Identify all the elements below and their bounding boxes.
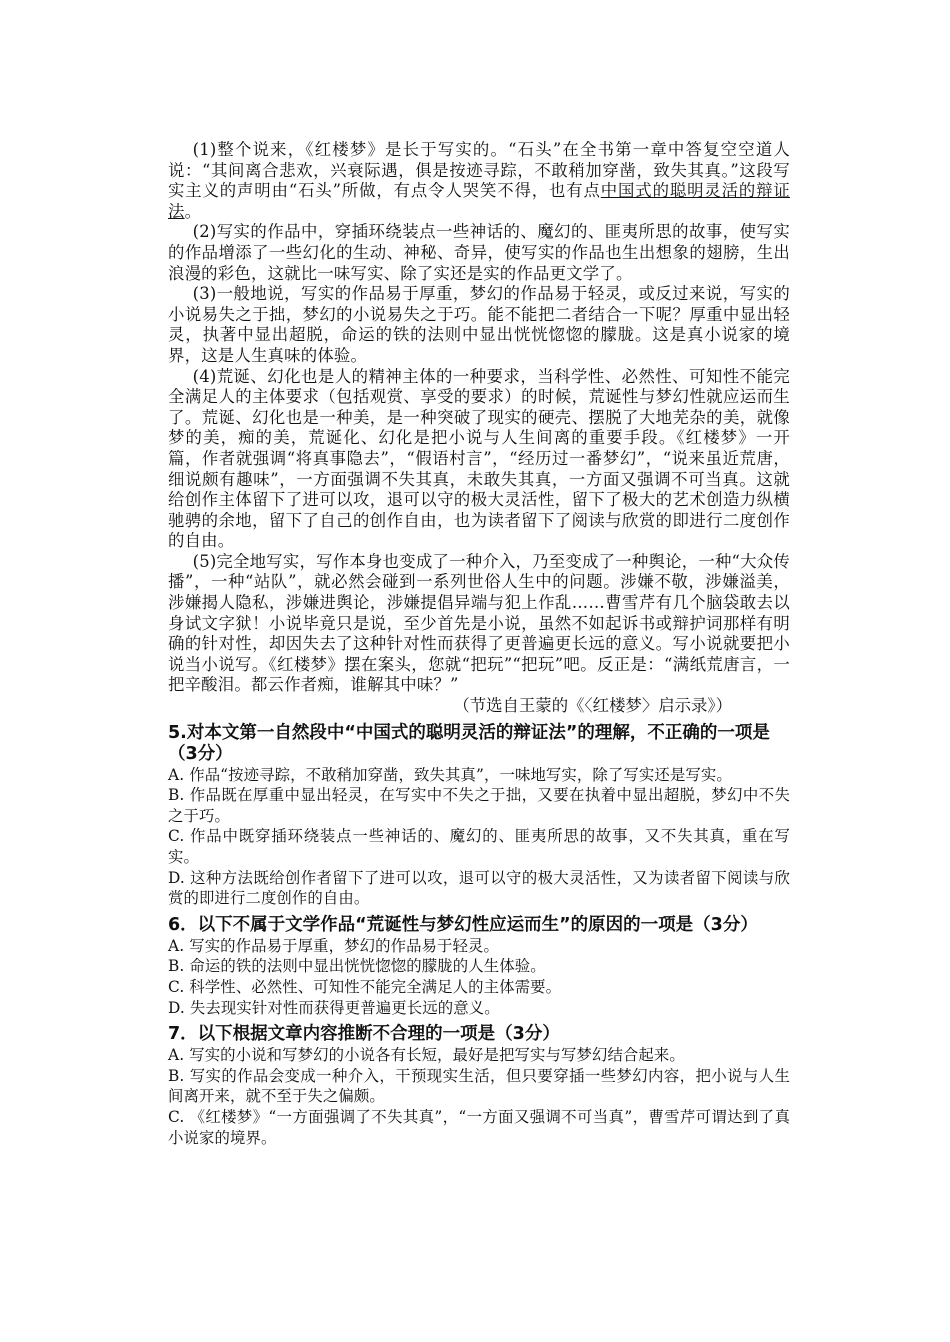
option-a: A. 作品“按迹寻踪，不敢稍加穿凿，致失其真”，一味地写实，除了写实还是写实。 [168, 765, 732, 784]
question-stem: 7．以下根据文章内容推断不合理的一项是（3分） [168, 1024, 560, 1045]
paragraph-3: (3)一般地说，写实的作品易于厚重，梦幻的作品易于轻灵，或反过来说，写实的小说易失之于拙，梦幻的小说易失之于巧。能不能把二者结合一下呢？厚重中显出轻灵，执著中显出超脱，命运的铁的法则中显出恍恍惚惚的朦胧。这是真小说家的境界，这是人生真味的体验。 [168, 284, 790, 365]
paragraph-5: (5)完全地写实，写作本身也变成了一种介入，乃至变成了一种舆论，一种“大众传播”，一种“站队”，就必然会碰到一系列世俗人生中的问题。涉嫌不敬，涉嫌溢美，涉嫌揭人隐私，涉嫌进舆论，涉嫌提倡异端与犯上作乱……曹雪芹有几个脑袋敢去以身试文字狱！小说毕竟只是说，至少首先是小说，虽然不如起诉书或辩护词那样有明确的针对性，却因失去了这种针对性而获得了更普遍更长远的意义。写小说就要把小说当小说写。《红楼梦》摆在案头，您就“把玩”“把玩”吧。反正是：“满纸荒唐言，一把辛酸泪。都云作者痴，谁解其中味？” [168, 551, 790, 695]
option-d: D. 这种方法既给创作者留下了进可以攻，退可以守的极大灵活性，又为读者留下阅读与欣赏的即进行二度创作的自由。 [168, 868, 790, 908]
option-c: C. 作品中既穿插环绕装点一些神话的、魔幻的、匪夷所思的故事，又不失其真，重在写实。 [168, 827, 790, 866]
question-7 [168, 1024, 790, 1148]
option-a: A. 写实的作品易于厚重，梦幻的作品易于轻灵。 [168, 936, 500, 955]
option-c: C. 科学性、必然性、可知性不能完全满足人的主体需要。 [168, 977, 562, 996]
question-stem: 5.对本文第一自然段中“中国式的聪明灵活的辩证法”的理解，不正确的一项是（3分） [168, 722, 770, 764]
option-d: D. 失去现实针对性而获得更普遍更长远的意义。 [168, 998, 500, 1017]
reading-passage [168, 140, 790, 717]
option-a: A. 写实的小说和写梦幻的小说各有长短，最好是把写实与写梦幻结合起来。 [168, 1046, 685, 1065]
paragraph-1-text: (1)整个说来，《红楼梦》是长于写实的。“石头”在全书第一章中答复空空道人说：“其间离合悲欢，兴衰际遇，俱是按迹寻踪，不敢稍加穿凿，致失其真。”这段写实主义的声明由“石头”所做，有点令人哭笑不得，也有点 [168, 140, 790, 201]
option-b: B. 作品既在厚重中显出轻灵，在写实中不失之于拙，又要在执着中显出超脱，梦幻中不失之于巧。 [168, 786, 790, 825]
paragraph-2: (2)写实的作品中，穿插环绕装点一些神话的、魔幻的、匪夷所思的故事，使写实的作品增添了一些幻化的生动、神秘、奇异，使写实的作品也生出想象的翅膀，生出浪漫的彩色，这就比一味写实、除了实还是实的作品更文学了。 [168, 222, 790, 283]
option-b: B. 命运的铁的法则中显出恍恍惚惚的朦胧的人生体验。 [168, 957, 546, 976]
question-stem: 6．以下不属于文学作品“荒诞性与梦幻性应运而生”的原因的一项是（3分） [168, 914, 758, 935]
paragraph-1 [168, 140, 790, 222]
underlined-phrase: 中国式的聪明灵活的辩证法 [168, 181, 790, 221]
paragraph-4: (4)荒诞、幻化也是人的精神主体的一种要求，当科学性、必然性、可知性不能完全满足人的主体要求（包括观赏、享受的要求）的时候，荒诞性与梦幻性就应运而生了。荒诞、幻化也是一种美，是一种突破了现实的硬壳、摆脱了大地芜杂的美，就像梦的美，痴的美，荒诞化、幻化是把小说与人生间离的重要手段。《红楼梦》一开篇，作者就强调“将真事隐去”，“假语村言”，“经历过一番梦幻”，“说来虽近荒唐，细说颇有趣味”，一方面强调不失其真，未敢失其真，一方面又强调不可当真。这就给创作主体留下了进可以攻，退可以守的极大灵活性，留下了极大的艺术创造力纵横驰骋的余地，留下了自己的创作自由，也为读者留下了阅读与欣赏的即进行二度创作的自由。 [168, 366, 790, 551]
exam-page [168, 140, 790, 1148]
option-b: B. 写实的作品会变成一种介入，干预现实生活，但只要穿插一些梦幻内容，把小说与人生间离开来，就不至于失之偏颇。 [168, 1066, 790, 1106]
question-5 [168, 723, 790, 909]
option-c: C. 《红楼梦》“一方面强调了不失其真”，“一方面又强调不可当真”，曹雪芹可谓达到了真小说家的境界。 [168, 1107, 790, 1147]
paragraph-1-end: 。 [184, 201, 202, 221]
source-citation: （节选自王蒙的《〈红楼梦〉启示录》） [453, 696, 732, 716]
question-6 [168, 915, 790, 1018]
